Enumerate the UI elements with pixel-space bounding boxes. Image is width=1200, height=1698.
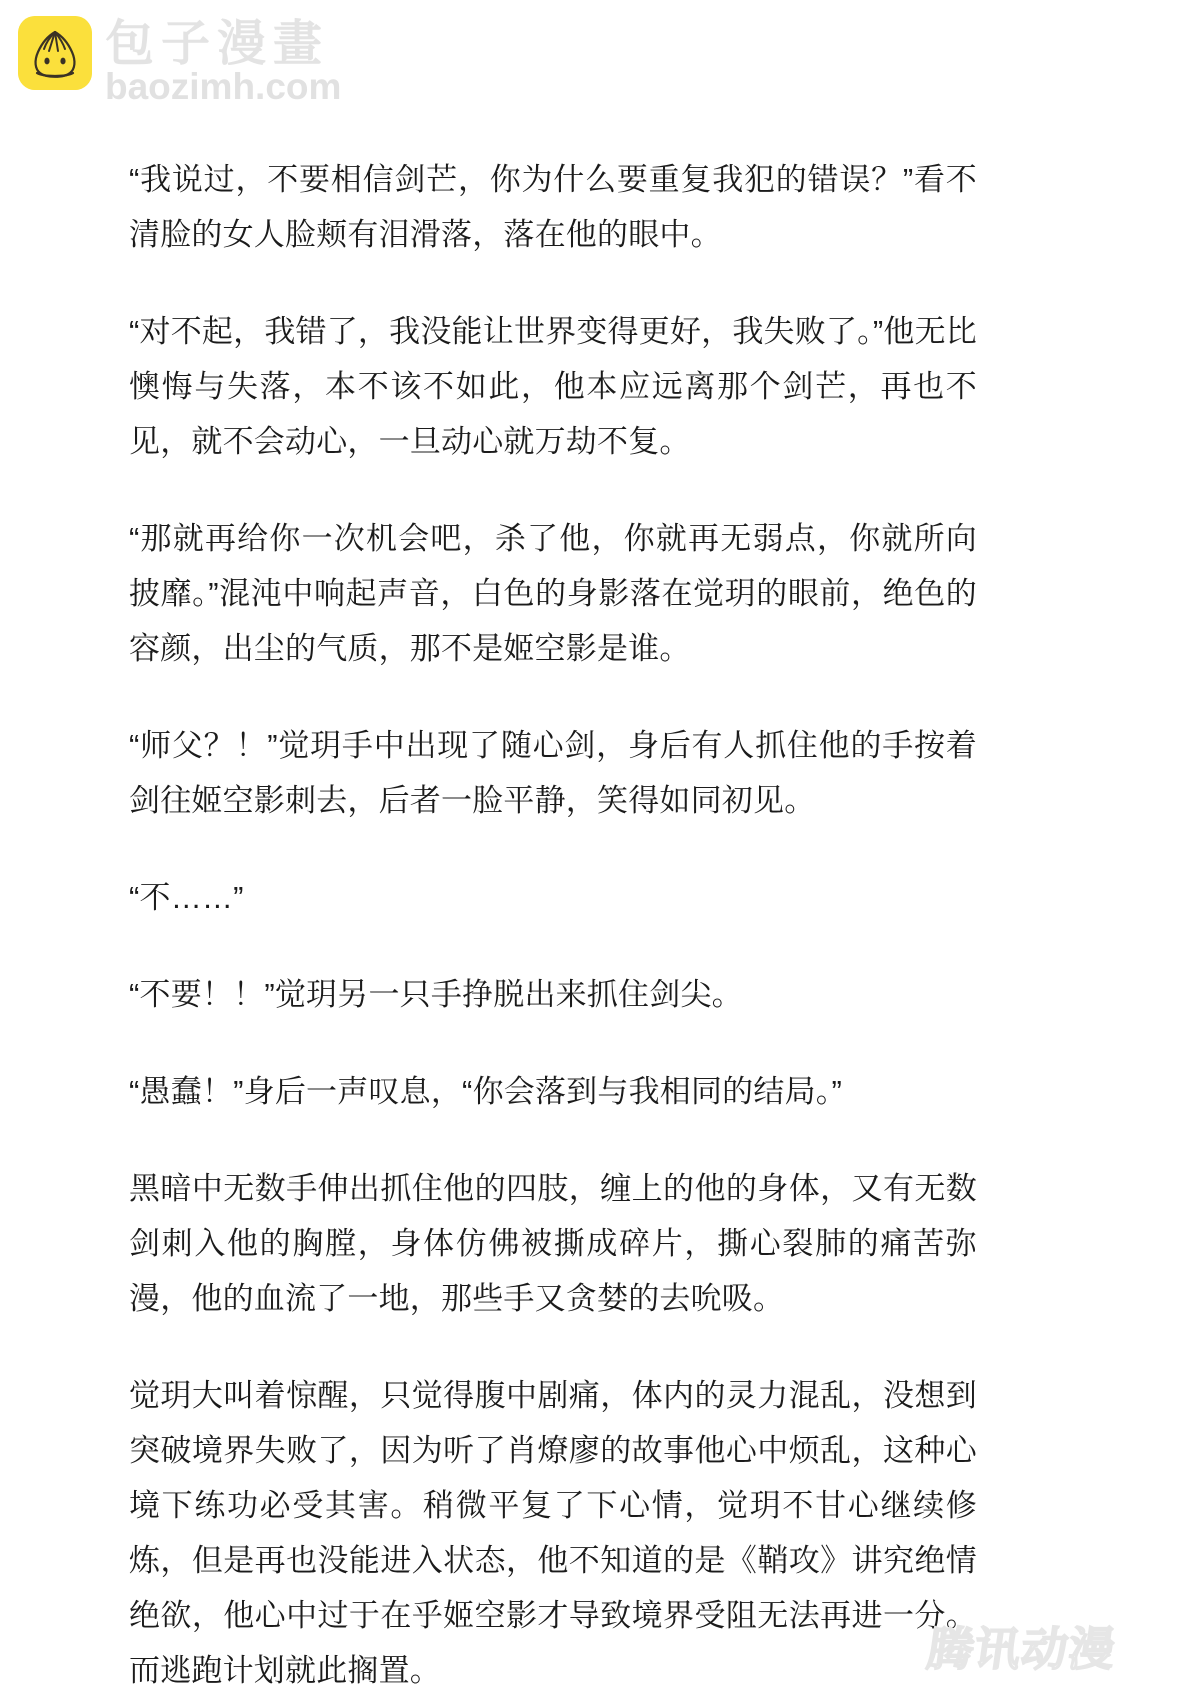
paragraph: “愚蠢！”身后一声叹息，“你会落到与我相同的结局。” <box>129 1074 842 1109</box>
paragraph: “不……” <box>129 880 244 915</box>
paragraph: “不要！！”觉玥另一只手挣脱出来抓住剑尖。 <box>129 977 743 1012</box>
brand-wordmark <box>105 16 341 106</box>
paragraph: “对不起，我错了，我没能让世界变得更好，我失败了。”他无比懊悔与失落，本不该不如此，他本应远离那个剑芒，再也不见，就不会动心，一旦动心就万劫不复。 <box>129 314 977 459</box>
story-text-body <box>129 152 977 1698</box>
brand-domain: baozimh.com <box>105 66 342 107</box>
brand-name-cn: 包子漫畫 <box>105 17 330 71</box>
watermark-label: 腾讯动漫 <box>924 1623 1120 1675</box>
paragraph: 黑暗中无数手伸出抓住他的四肢，缠上的他的身体，又有无数剑刺入他的胸膛，身体仿佛被撕成碎片，撕心裂肺的痛苦弥漫，他的血流了一地，那些手又贪婪的去吮吸。 <box>129 1171 977 1316</box>
paragraph: 觉玥大叫着惊醒，只觉得腹中剧痛，体内的灵力混乱，没想到突破境界失败了，因为听了肖燎廖的故事他心中烦乱，这种心境下练功必受其害。稍微平复了下心情，觉玥不甘心继续修炼，但是再也没能进入状态，他不知道的是《鞘攻》讲究绝情绝欲，他心中过于在乎姬空影才导致境界受阻无法再进一分。而逃跑计划就此搁置。 <box>129 1378 977 1688</box>
paragraph: “师父？！”觉玥手中出现了随心剑，身后有人抓住他的手按着剑往姬空影刺去，后者一脸平静，笑得如同初见。 <box>129 728 977 818</box>
paragraph: “那就再给你一次机会吧，杀了他，你就再无弱点，你就所向披靡。”混沌中响起声音，白色的身影落在觉玥的眼前，绝色的容颜，出尘的气质，那不是姬空影是谁。 <box>129 521 977 666</box>
tencent-comics-watermark <box>921 1611 1179 1683</box>
paragraph: “我说过，不要相信剑芒，你为什么要重复我犯的错误？”看不清脸的女人脸颊有泪滑落，落在他的眼中。 <box>129 162 977 252</box>
baozi-bun-icon <box>18 16 92 90</box>
site-branding-watermark <box>18 16 341 108</box>
